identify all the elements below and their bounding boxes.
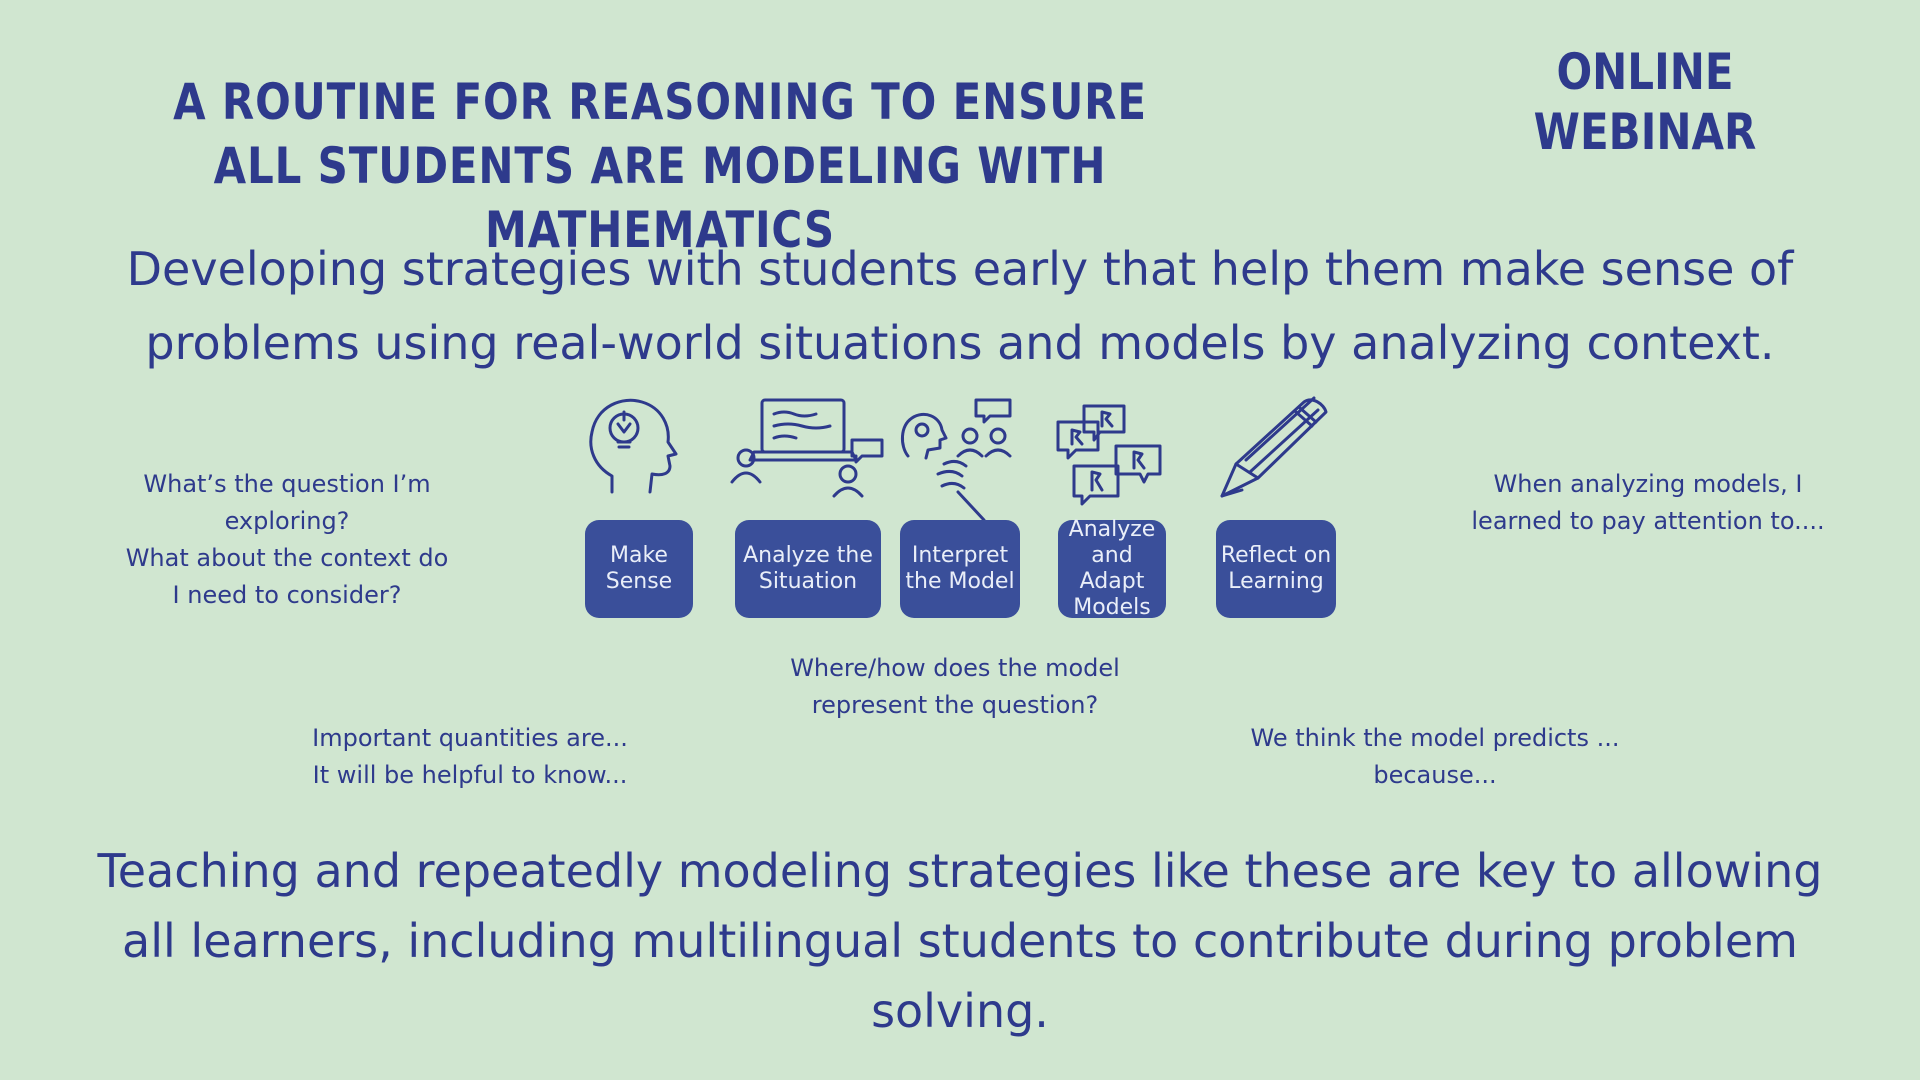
note-quantities: Important quantities are... It will be helpful to know... xyxy=(312,724,628,789)
step-reflect-learning: Reflect on Learning xyxy=(1216,520,1336,618)
speech-bubbles-icon xyxy=(1054,400,1166,508)
thinking-group-icon xyxy=(898,396,1026,524)
pencil-icon xyxy=(1216,394,1334,502)
step-make-sense: Make Sense xyxy=(585,520,693,618)
note-model-question: Where/how does the model represent the question? xyxy=(790,654,1120,719)
head-lightbulb-icon xyxy=(582,392,682,504)
closing-statement: Teaching and repeatedly modeling strategies like these are key to allowing all learners, including multilingual students to contribute during problem solving. xyxy=(97,844,1823,1038)
step-interpret-model: Interpret the Model xyxy=(900,520,1020,618)
step-analyze-situation: Analyze the Situation xyxy=(735,520,881,618)
lead-statement: Developing strategies with students early that help them make sense of problems using real-world situations and models by analyzing context. xyxy=(126,242,1794,370)
note-questions: What’s the question I’m exploring? What about the context do I need to consider? xyxy=(125,470,449,609)
note-attention: When analyzing models, I learned to pay attention to.... xyxy=(1471,470,1825,535)
webinar-badge: ONLINE WEBINAR xyxy=(1533,43,1757,161)
people-laptop-icon xyxy=(728,392,888,502)
step-analyze-adapt-models: Analyze and Adapt Models xyxy=(1058,520,1166,618)
page-title: A ROUTINE FOR REASONING TO ENSURE ALL STUDENTS ARE MODELING WITH MATHEMATICS xyxy=(173,73,1147,259)
note-predicts: We think the model predicts ... because... xyxy=(1250,724,1620,789)
